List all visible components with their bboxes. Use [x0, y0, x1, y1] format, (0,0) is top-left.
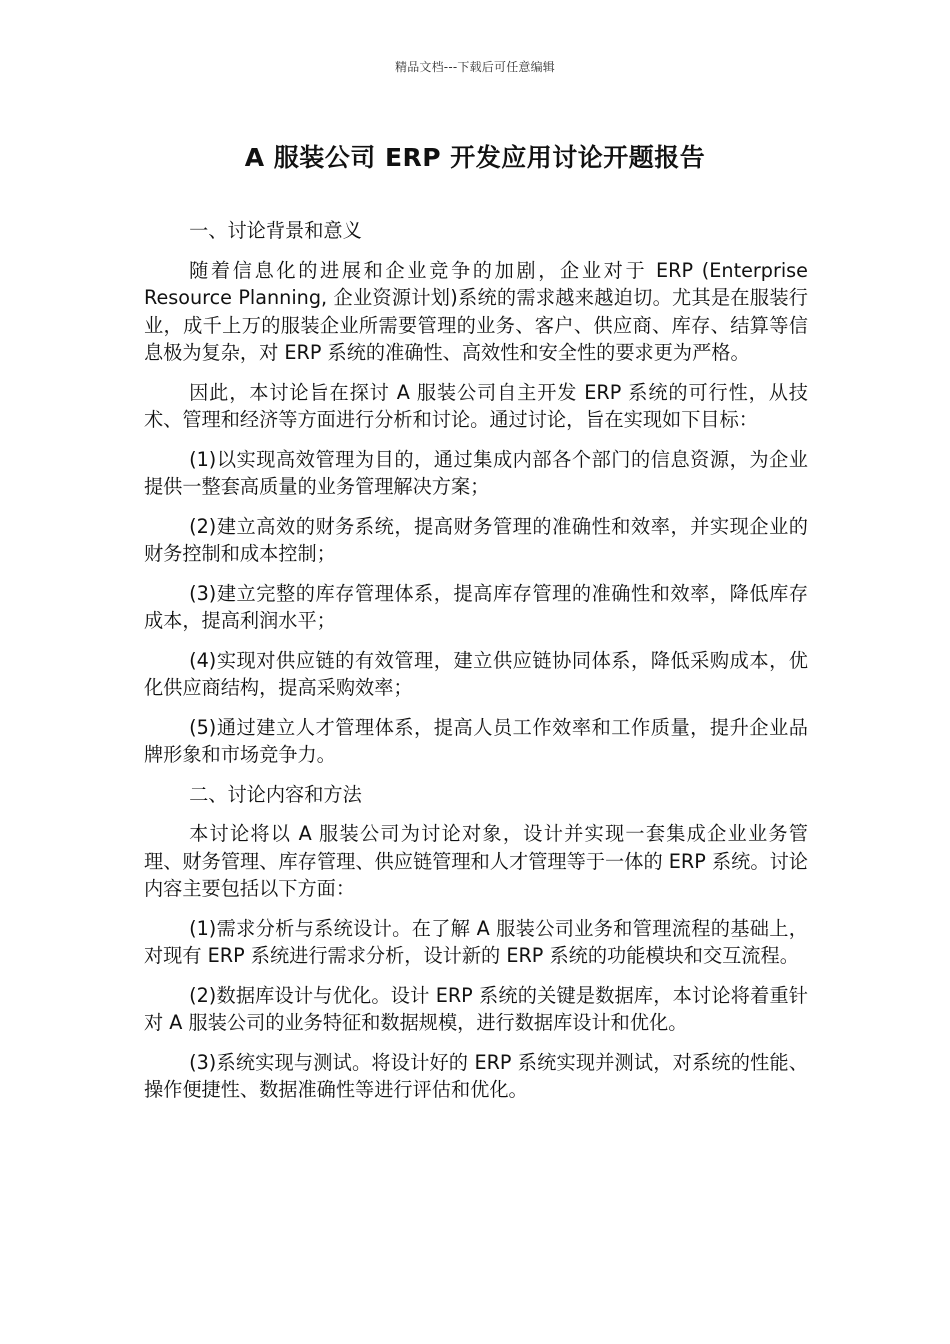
document-title: A 服装公司 ERP 开发应用讨论开题报告	[244, 143, 706, 172]
section-heading-content-method: 二、讨论内容和方法	[189, 782, 362, 806]
list-item-goal-2: (2)建立高效的财务系统，提高财务管理的准确性和效率，并实现企业的财务控制和成本控制；	[144, 514, 808, 565]
list-item-content-3: (3)系统实现与测试。将设计好的 ERP 系统实现并测试，对系统的性能、操作便捷性、数据准确性等进行评估和优化。	[144, 1050, 808, 1101]
document-body	[144, 217, 808, 1116]
list-item-goal-4: (4)实现对供应链的有效管理，建立供应链协同体系，降低采购成本，优化供应商结构，提高采购效率；	[144, 648, 808, 699]
paragraph-goals-intro: 因此，本讨论旨在探讨 A 服装公司自主开发 ERP 系统的可行性，从技术、管理和经济等方面进行分析和讨论。通过讨论，旨在实现如下目标：	[144, 380, 808, 431]
list-item-goal-5: (5)通过建立人才管理体系，提高人员工作效率和工作质量，提升企业品牌形象和市场竞争力。	[144, 715, 808, 766]
section-heading-background: 一、讨论背景和意义	[189, 219, 362, 242]
list-item-goal-1: (1)以实现高效管理为目的，通过集成内部各个部门的信息资源，为企业提供一整套高质量的业务管理解决方案；	[144, 447, 808, 498]
paragraph-background: 随着信息化的进展和企业竞争的加剧，企业对于 ERP (Enterprise Resource Planning, 企业资源计划)系统的需求越来越迫切。尤其是在服装行业，成千上万的服装企业所需要管理的业务、客户、供应商、库存、结算等信息极为复杂，对 ERP 系统的准确性、高效性和安全性的要求更为严格。	[144, 258, 808, 364]
paragraph-content-intro: 本讨论将以 A 服装公司为讨论对象，设计并实现一套集成企业业务管理、财务管理、库存管理、供应链管理和人才管理等于一体的 ERP 系统。讨论内容主要包括以下方面：	[144, 822, 808, 900]
list-item-content-1: (1)需求分析与系统设计。在了解 A 服装公司业务和管理流程的基础上，对现有 ERP 系统进行需求分析，设计新的 ERP 系统的功能模块和交互流程。	[144, 916, 808, 967]
list-item-goal-3: (3)建立完整的库存管理体系，提高库存管理的准确性和效率，降低库存成本，提高利润水平；	[144, 581, 808, 632]
page-header: 精品文档---下载后可任意编辑	[395, 60, 555, 74]
list-item-content-2: (2)数据库设计与优化。设计 ERP 系统的关键是数据库，本讨论将着重针对 A 服装公司的业务特征和数据规模，进行数据库设计和优化。	[144, 983, 808, 1034]
